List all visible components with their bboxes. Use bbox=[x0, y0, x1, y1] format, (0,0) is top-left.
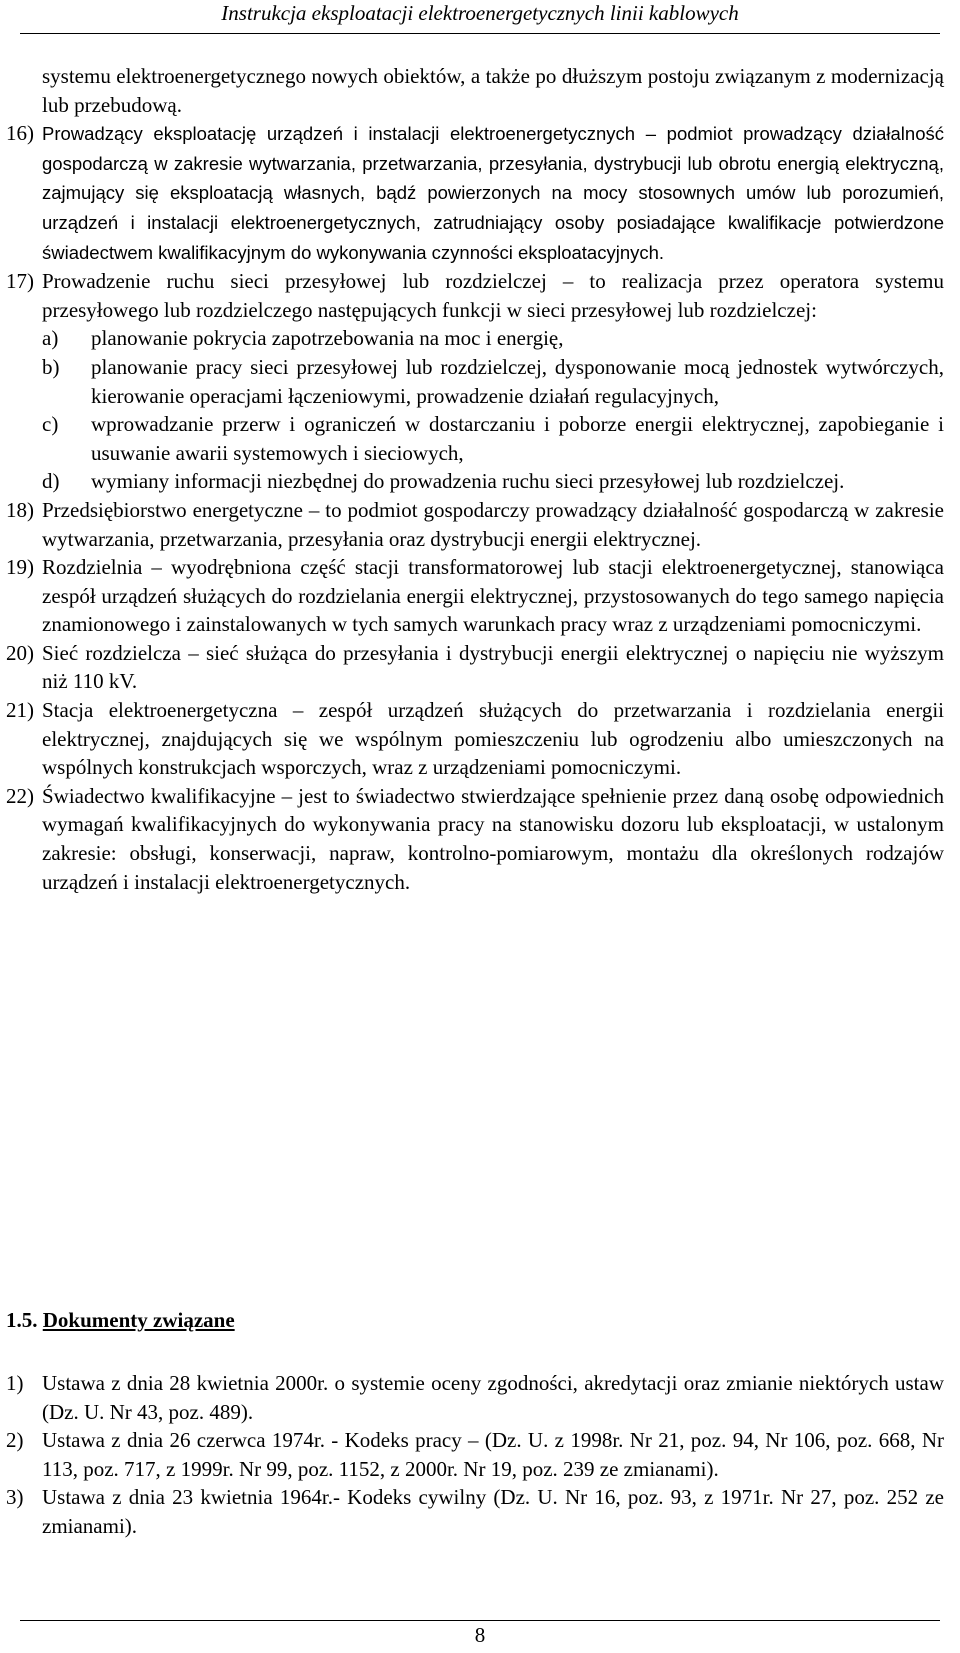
reference-text: Ustawa z dnia 23 kwietnia 1964r.- Kodeks cywilny (Dz. U. Nr 16, poz. 93, z 1971r. Nr 27, poz. 252 ze zmianami). bbox=[42, 1485, 944, 1538]
subitem-text: planowanie pracy sieci przesyłowej lub rozdzielczej, dysponowanie mocą jednostek wytwórczych, kierowanie operacjami łączeniowymi, prowadzenie działań regulacyjnych, bbox=[91, 354, 944, 408]
reference-item bbox=[0, 1426, 960, 1483]
definition-number: 20) bbox=[6, 640, 34, 665]
definition-17-item-b bbox=[0, 353, 960, 410]
subitem-letter: b) bbox=[42, 354, 60, 379]
footer-rule bbox=[20, 1620, 940, 1621]
definition-17-item-c bbox=[0, 410, 960, 467]
references-list bbox=[0, 1369, 960, 1541]
definition-17 bbox=[0, 267, 960, 324]
reference-text: Ustawa z dnia 28 kwietnia 2000r. o systemie oceny zgodności, akredytacji oraz zmianie niektórych ustaw (Dz. U. Nr 43, poz. 489). bbox=[42, 1371, 944, 1424]
subitem-letter: c) bbox=[42, 412, 59, 437]
running-header: Instrukcja eksploatacji elektroenergetycznych linii kablowych bbox=[221, 1, 739, 25]
reference-item bbox=[0, 1483, 960, 1540]
definition-20 bbox=[0, 639, 960, 696]
definition-number: 22) bbox=[6, 783, 34, 808]
definition-number: 19) bbox=[6, 555, 34, 580]
definition-text: Sieć rozdzielcza – sieć służąca do przesyłania i dystrybucji energii elektrycznej o napięciu nie wyższym niż 110 kV. bbox=[42, 640, 944, 694]
section-title: Dokumenty związane bbox=[42, 1308, 235, 1332]
definition-text: Świadectwo kwalifikacyjne – jest to świadectwo stwierdzające spełnienie przez daną osobę odpowiednich wymagań kwalifikacyjnych do wykonywania pracy na stanowisku dozoru lub eksploatacji, w ustalonym zakresie: obsługi, konserwacji, napraw, kontrolno-pomiarowym, montażu dla określonych rodzajów urządzeń i instalacji elektroenergetycznych. bbox=[42, 783, 944, 894]
section-heading bbox=[6, 1306, 235, 1334]
reference-number: 1) bbox=[6, 1371, 24, 1395]
definition-18 bbox=[0, 496, 960, 553]
subitem-text: wymiany informacji niezbędnej do prowadzenia ruchu sieci przesyłowej lub rozdzielczej. bbox=[91, 469, 845, 494]
definition-17-item-d bbox=[0, 467, 960, 496]
document-body bbox=[0, 62, 960, 896]
definition-16 bbox=[0, 119, 960, 267]
reference-number: 3) bbox=[6, 1485, 24, 1510]
subitem-text: wprowadzanie przerw i ograniczeń w dostarczaniu i poborze energii elektrycznej, zapobieganie i usuwanie awarii systemowych i sieciowych, bbox=[91, 412, 944, 465]
reference-text: Ustawa z dnia 26 czerwca 1974r. - Kodeks pracy – (Dz. U. z 1998r. Nr 21, poz. 94, Nr 106, poz. 668, Nr 113, poz. 717, z 1999r. Nr 99, poz. 1152, z 2000r. Nr 19, poz. 239 ze zmianami). bbox=[42, 1428, 944, 1481]
definition-number: 17) bbox=[6, 269, 34, 294]
subitem-letter: d) bbox=[42, 469, 60, 494]
header-rule bbox=[20, 33, 940, 34]
page-number: 8 bbox=[474, 1623, 486, 1647]
definition-number: 18) bbox=[6, 497, 34, 522]
definition-text: Prowadzący eksploatację urządzeń i instalacji elektroenergetycznych – podmiot prowadzący działalność gospodarczą w zakresie wytwarzania, przetwarzania, przesyłania, dystrybucji lub obrotu energią elektryczną, zajmujący się eksploatacją własnych, bądź powierzonych na mocy stosownych umów lub porozumień, urządzeń i instalacji elektroenergetycznych, zatrudniający osoby posiadające kwalifikacje potwierdzone świadectwem kwalifikacyjnym do wykonywania czynności eksploatacyjnych. bbox=[42, 123, 944, 263]
subitem-text: planowanie pokrycia zapotrzebowania na moc i energię, bbox=[91, 326, 564, 351]
definition-text: Rozdzielnia – wyodrębniona część stacji transformatorowej lub stacji elektroenergetycznej, stanowiąca zespół urządzeń służących do rozdzielania energii elektrycznej, przystosowanych do tego samego napięcia znamionowego i zainstalowanych w tych samych warunkach pracy wraz z urządzeniami pomocniczymi. bbox=[42, 555, 944, 637]
subitem-letter: a) bbox=[42, 326, 59, 351]
definition-22 bbox=[0, 782, 960, 896]
continued-paragraph-text: systemu elektroenergetycznego nowych obiektów, a także po dłuższym postoju związanym z modernizacją lub przebudową. bbox=[42, 64, 944, 117]
section-number: 1.5. bbox=[6, 1308, 38, 1332]
definition-number: 21) bbox=[6, 698, 34, 723]
definition-text: Przedsiębiorstwo energetyczne – to podmiot gospodarczy prowadzący działalność gospodarczą w zakresie wytwarzania, przetwarzania, przesyłania oraz dystrybucji energii elektrycznej. bbox=[42, 497, 944, 551]
reference-item bbox=[0, 1369, 960, 1426]
reference-number: 2) bbox=[6, 1428, 24, 1453]
definition-text: Stacja elektroenergetyczna – zespół urządzeń służących do przetwarzania i rozdzielania energii elektrycznej, znajdujących się we wspólnym pomieszczeniu lub ogrodzeniu albo umieszczonych na wspólnych konstrukcjach wsporczych, wraz z urządzeniami pomocniczymi. bbox=[42, 698, 944, 780]
definition-number: 16) bbox=[6, 121, 34, 146]
definition-21 bbox=[0, 696, 960, 782]
continued-paragraph bbox=[0, 62, 960, 119]
definition-17-item-a bbox=[0, 324, 960, 353]
definition-text: Prowadzenie ruchu sieci przesyłowej lub rozdzielczej – to realizacja przez operatora systemu przesyłowego lub rozdzielczego następujących funkcji w sieci przesyłowej lub rozdzielczej: bbox=[42, 269, 944, 322]
definition-19 bbox=[0, 553, 960, 639]
